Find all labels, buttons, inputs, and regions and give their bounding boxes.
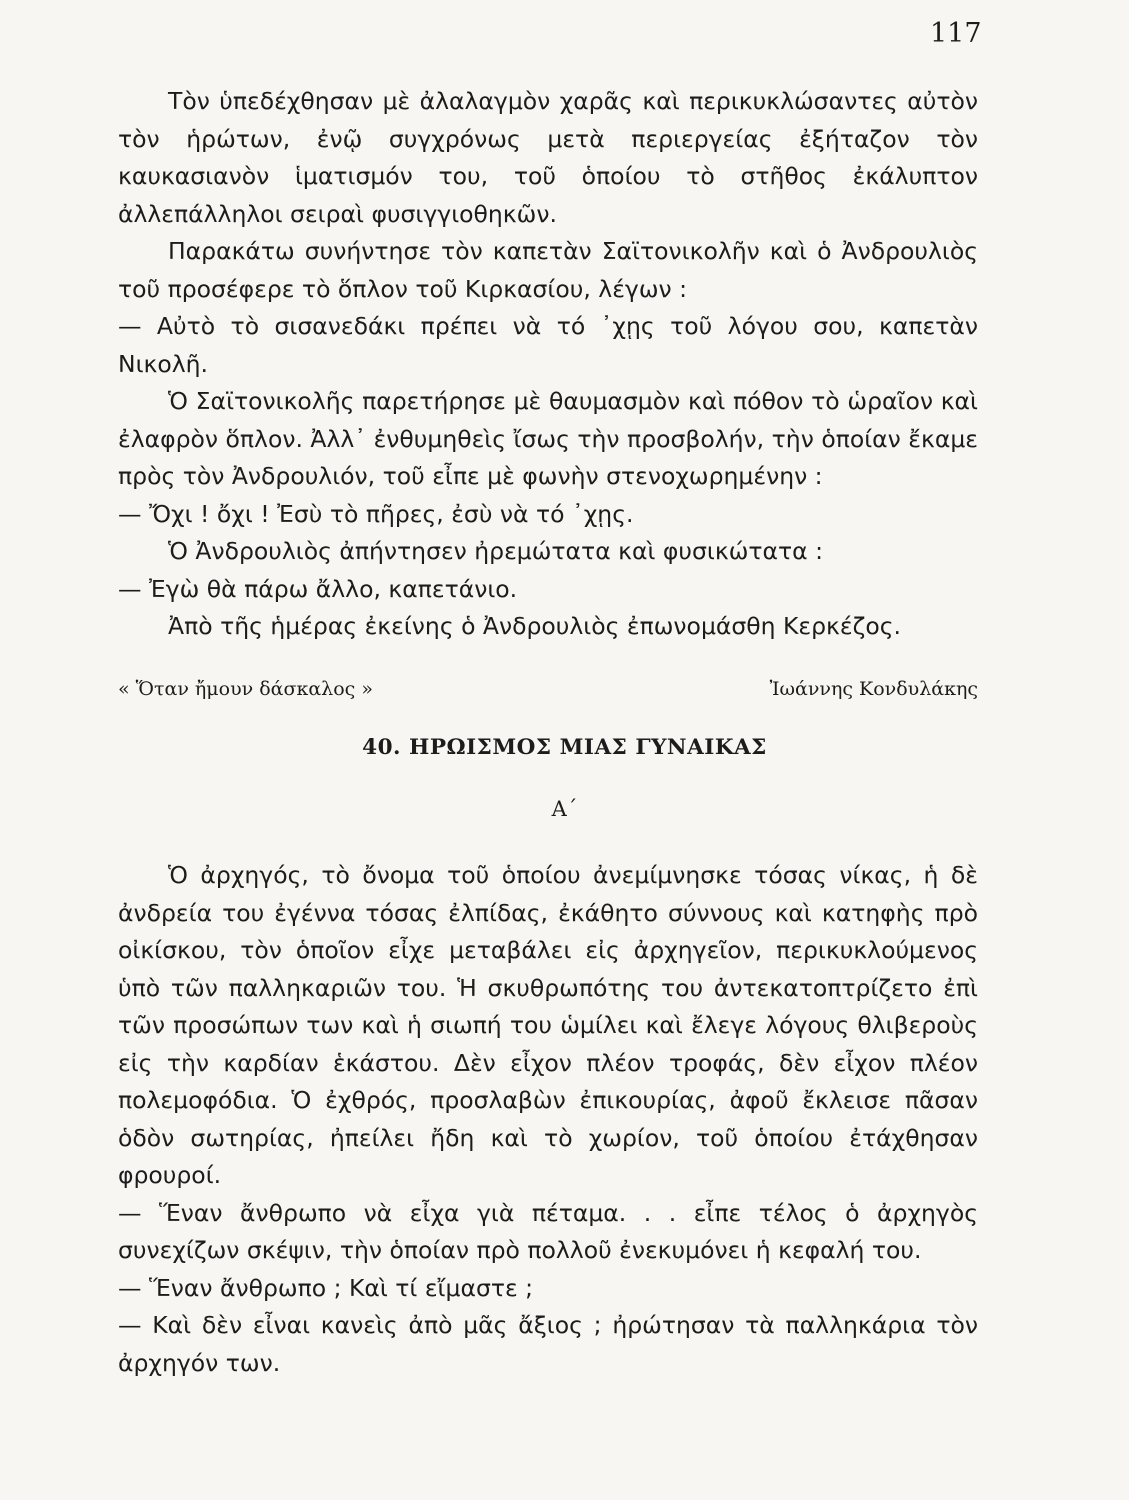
- paragraph: Ἀπὸ τῆς ἡμέρας ἐκείνης ὁ Ἀνδρουλιὸς ἐπωνομάσθη Κερκέζος.: [168, 612, 902, 640]
- paragraph: Ὁ ἀρχηγός, τὸ ὄνομα τοῦ ὁποίου ἀνεμίμνησκε τόσας νίκας, ἡ δὲ ἀνδρεία του ἐγέννα τόσας ἐλπίδας, ἐκάθητο σύννους καὶ κατηφὴς πρὸ οἰκίσκου, τὸν ὁποῖον εἶχε μεταβάλει εἰς ἀρχηγεῖον, περικυκλούμενος ὑπὸ τῶν παλληκαριῶν του. Ἡ σκυθρωπότης του ἀντεκατοπτρίζετο ἐπὶ τῶν προσώπων των καὶ ἡ σιωπή του ὡμίλει καὶ ἔλεγε λόγους θλιβεροὺς εἰς τὴν καρδίαν ἑκάστου. Δὲν εἶχον πλέον τροφάς, δὲν εἶχον πλέον πολεμοφόδια. Ὁ ἐχθρός, προσλαβὼν ἐπικουρίας, ἀφοῦ ἔκλεισε πᾶσαν ὁδὸν σωτηρίας, ἠπείλει ἤδη καὶ τὸ χωρίον, τοῦ ὁποίου ἐτάχθησαν φρουροί.: [118, 861, 978, 1189]
- paragraph: Ὁ Ἀνδρουλιὸς ἀπήντησεν ἠρεμώτατα καὶ φυσικώτατα :: [168, 537, 824, 565]
- text-block-section-2: [118, 857, 978, 1382]
- dialogue-line: — Καὶ δὲν εἶναι κανεὶς ἀπὸ μᾶς ἄξιος ; ἠρώτησαν τὰ παλληκάρια τὸν ἀρχηγόν των.: [118, 1311, 978, 1377]
- dialogue-line: — Ὄχι ! ὄχι ! Ἐσὺ τὸ πῆρες, ἐσὺ νὰ τό ᾽χῃς.: [118, 499, 634, 528]
- part-marker: Α΄: [551, 797, 578, 821]
- dialogue-line: — Ἐγὼ θὰ πάρω ἄλλο, καπετάνιο.: [118, 574, 518, 603]
- dialogue-line: — Αὐτὸ τὸ σισανεδάκι πρέπει νὰ τό ᾽χῃς τοῦ λόγου σου, καπετὰν Νικολῆ.: [118, 312, 978, 378]
- text-block-section-1: [118, 83, 978, 646]
- paragraph: Ὁ Σαϊτονικολῆς παρετήρησε μὲ θαυμασμὸν καὶ πόθον τὸ ὡραῖον καὶ ἐλαφρὸν ὅπλον. Ἀλλ᾽ ἐνθυμηθεὶς ἴσως τὴν προσβολήν, τὴν ὁποίαν ἔκαμε πρὸς τὸν Ἀνδρουλιόν, τοῦ εἶπε μὲ φωνὴν στενοχωρημένην :: [118, 387, 978, 490]
- dialogue-line: — Ἕναν ἄνθρωπο ; Καὶ τί εἴμαστε ;: [118, 1273, 534, 1302]
- paragraph: Παρακάτω συνήντησε τὸν καπετὰν Σαϊτονικολῆν καὶ ὁ Ἀνδρουλιὸς τοῦ προσέφερε τὸ ὅπλον τοῦ Κιρκασίου, λέγων :: [118, 237, 978, 303]
- dialogue-line: — Ἕναν ἄνθρωπο νὰ εἶχα γιὰ πέταμα. . . εἶπε τέλος ὁ ἀρχηγὸς συνεχίζων σκέψιν, τὴν ὁποίαν πρὸ πολλοῦ ἐνεκυμόνει ἡ κεφαλή του.: [118, 1198, 978, 1264]
- paragraph: Τὸν ὑπεδέχθησαν μὲ ἀλαλαγμὸν χαρᾶς καὶ περικυκλώσαντες αὐτὸν τὸν ἡρώτων, ἐνῷ συγχρόνως μετὰ περιεργείας ἐξήταζον τὸν καυκασιανὸν ἱματισμόν του, τοῦ ὁποίου τὸ στῆθος ἐκάλυπτον ἀλλεπάλληλοι σειραὶ φυσιγγιοθηκῶν.: [118, 87, 978, 228]
- page-number: 117: [930, 18, 982, 49]
- citation-author: Ἰωάννης Κονδυλάκης: [769, 678, 978, 700]
- chapter-heading: 40. ΗΡΩΙΣΜΟΣ ΜΙΑΣ ΓΥΝΑΙΚΑΣ: [362, 735, 767, 760]
- citation-source: « Ὅταν ἤμουν δάσκαλος »: [118, 678, 373, 700]
- citation: [118, 678, 978, 700]
